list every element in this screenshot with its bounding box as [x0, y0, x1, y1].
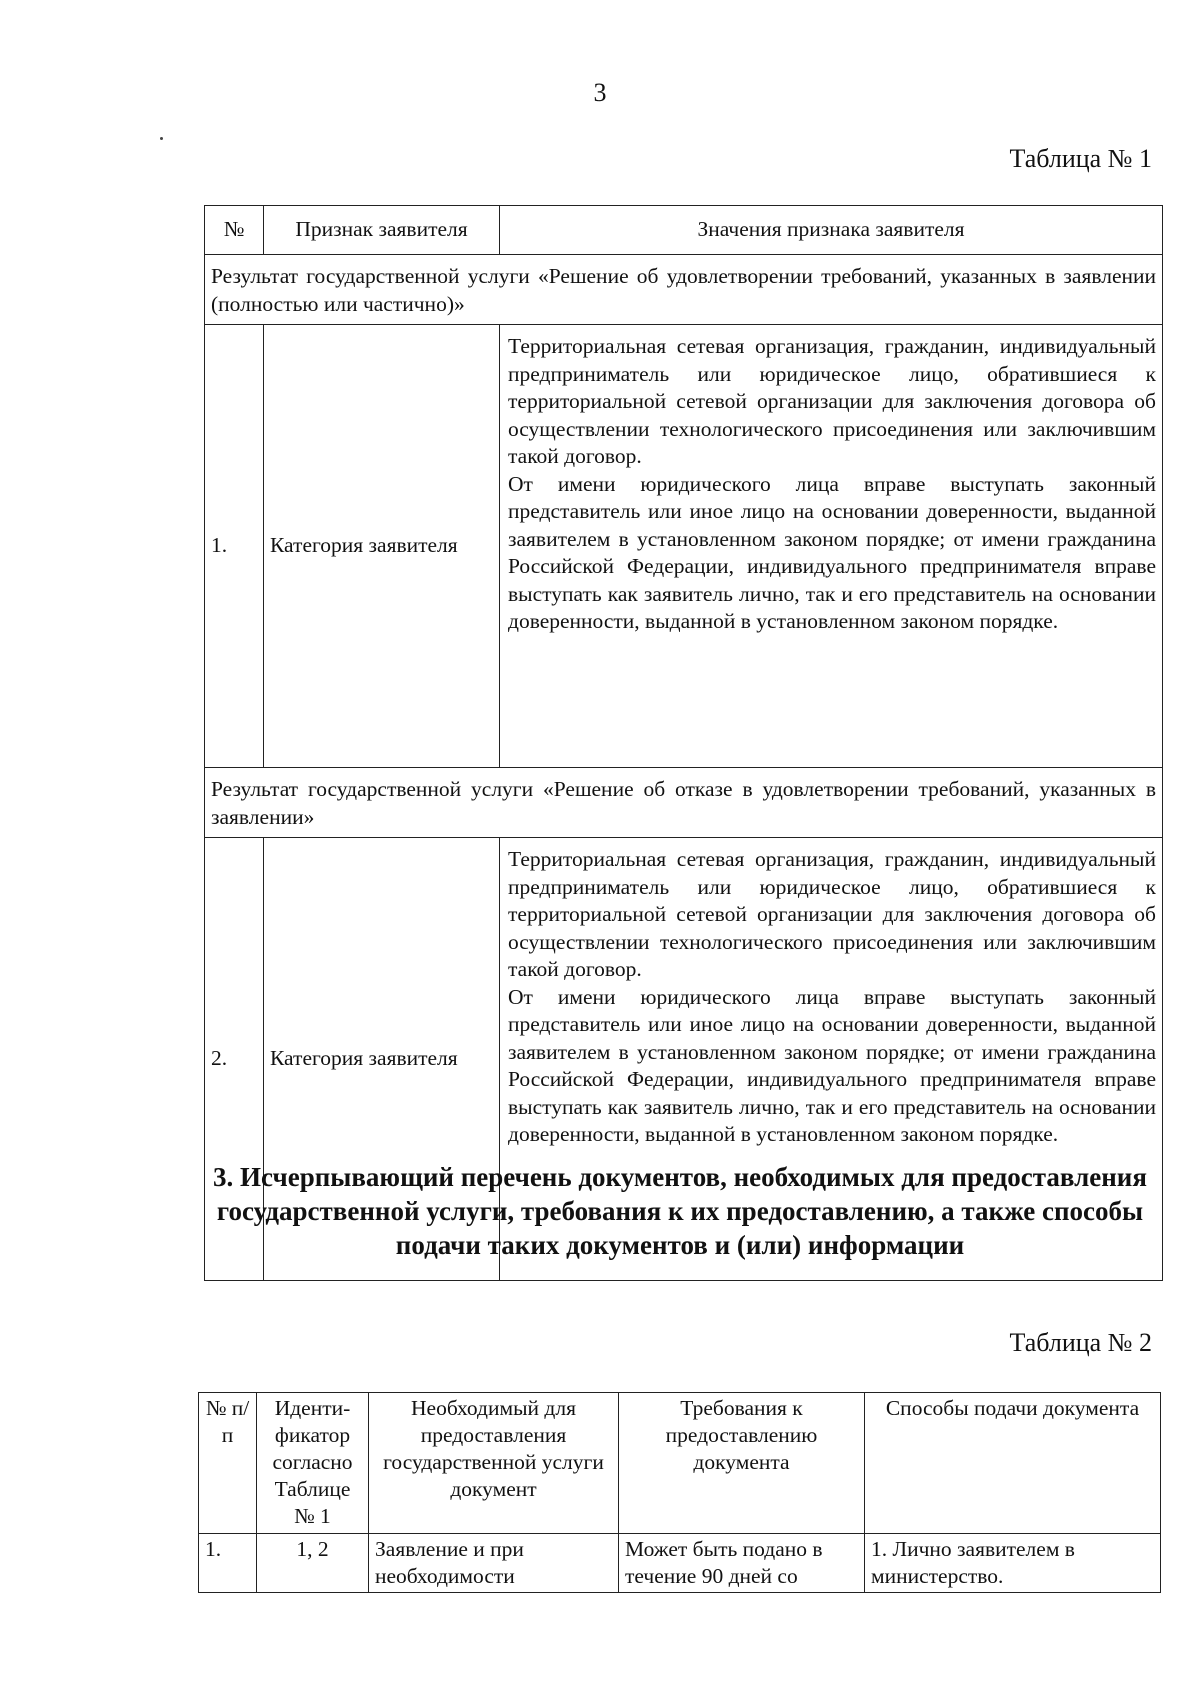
- table-1-header-values: Значения признака заявителя: [500, 206, 1163, 255]
- row-attribute: Категория заявителя: [264, 325, 500, 768]
- row-number: 2.: [205, 838, 264, 1281]
- row-value-paragraph: Территориальная сетевая организация, гражданин, индивидуальный предприниматель или юридическое лицо, обратившиеся к территориальной сетевой организации для заключения договора об осуществлении технологического присоединения или заключившим такой договор.: [508, 847, 1156, 981]
- table-row: [199, 1534, 1161, 1593]
- table-2-header-document: Необходимый для предоставления государственной услуги документ: [369, 1393, 619, 1534]
- table-2: [198, 1392, 1161, 1593]
- table-2-cell-number: 1.: [199, 1534, 257, 1593]
- row-attribute: Категория заявителя: [264, 838, 500, 1281]
- table-1-header-number: №: [205, 206, 264, 255]
- row-value-paragraph: От имени юридического лица вправе выступать законный представитель или иное лицо на основании доверенности, выданной заявителем в установленном законом порядке; от имени гражданина Российской Федерации, индивидуального предпринимателя вправе выступать как заявитель лично, так и его представитель на основании доверенности, выданной в установленном законом порядке.: [508, 984, 1156, 1146]
- table-2-cell-requirements: Может быть подано в течение 90 дней со: [619, 1534, 865, 1593]
- table-2-cell-submission: 1. Лично заявителем в министерство.: [865, 1534, 1161, 1593]
- table-1-header-row: [205, 206, 1163, 255]
- table-1: [204, 205, 1163, 1281]
- row-value-paragraph: От имени юридического лица вправе выступать законный представитель или иное лицо на основании доверенности, выданной заявителем в установленном законом порядке; от имени гражданина Российской Федерации, индивидуального предпринимателя вправе выступать как заявитель лично, так и его представитель на основании доверенности, выданной в установленном законом порядке.: [508, 471, 1156, 633]
- table-1-result-row: [205, 255, 1163, 325]
- table-1-result-row: [205, 768, 1163, 838]
- result-description: Результат государственной услуги «Решение об удовлетворении требований, указанных в заявлении (полностью или частично)»: [205, 255, 1163, 325]
- table-2-header-requirements: Требования к предоставлению документа: [619, 1393, 865, 1534]
- row-value-paragraph: Территориальная сетевая организация, гражданин, индивидуальный предприниматель или юридическое лицо, обратившиеся к территориальной сетевой организации для заключения договора об осуществлении технологического присоединения или заключившим такой договор.: [508, 334, 1156, 468]
- table-2-header-number: № п/п: [199, 1393, 257, 1534]
- page-number: 3: [593, 78, 607, 107]
- row-number: 1.: [205, 325, 264, 768]
- table-2-cell-document: Заявление и при необходимости: [369, 1534, 619, 1593]
- result-description: Результат государственной услуги «Решение об отказе в удовлетворении требований, указанных в заявлении»: [205, 768, 1163, 838]
- table-2-header-identifier: Иденти-фикатор согласно Таблице № 1: [257, 1393, 369, 1534]
- table-2-header-row: [199, 1393, 1161, 1534]
- table-2-cell-identifier: 1, 2: [257, 1534, 369, 1593]
- table-1-caption: Таблица № 1: [1009, 144, 1152, 173]
- table-2-header-submission: Способы подачи документа: [865, 1393, 1161, 1534]
- table-2-caption: Таблица № 2: [1009, 1328, 1152, 1357]
- scan-speck: [160, 137, 163, 140]
- section-heading: 3. Исчерпывающий перечень документов, необходимых для предоставления государственной услуги, требования к их предоставлению, а также способы подачи таких документов и (или) информации: [213, 1162, 1147, 1260]
- table-1-header-attribute: Признак заявителя: [264, 206, 500, 255]
- row-value: [500, 325, 1163, 768]
- table-1-data-row: [205, 325, 1163, 768]
